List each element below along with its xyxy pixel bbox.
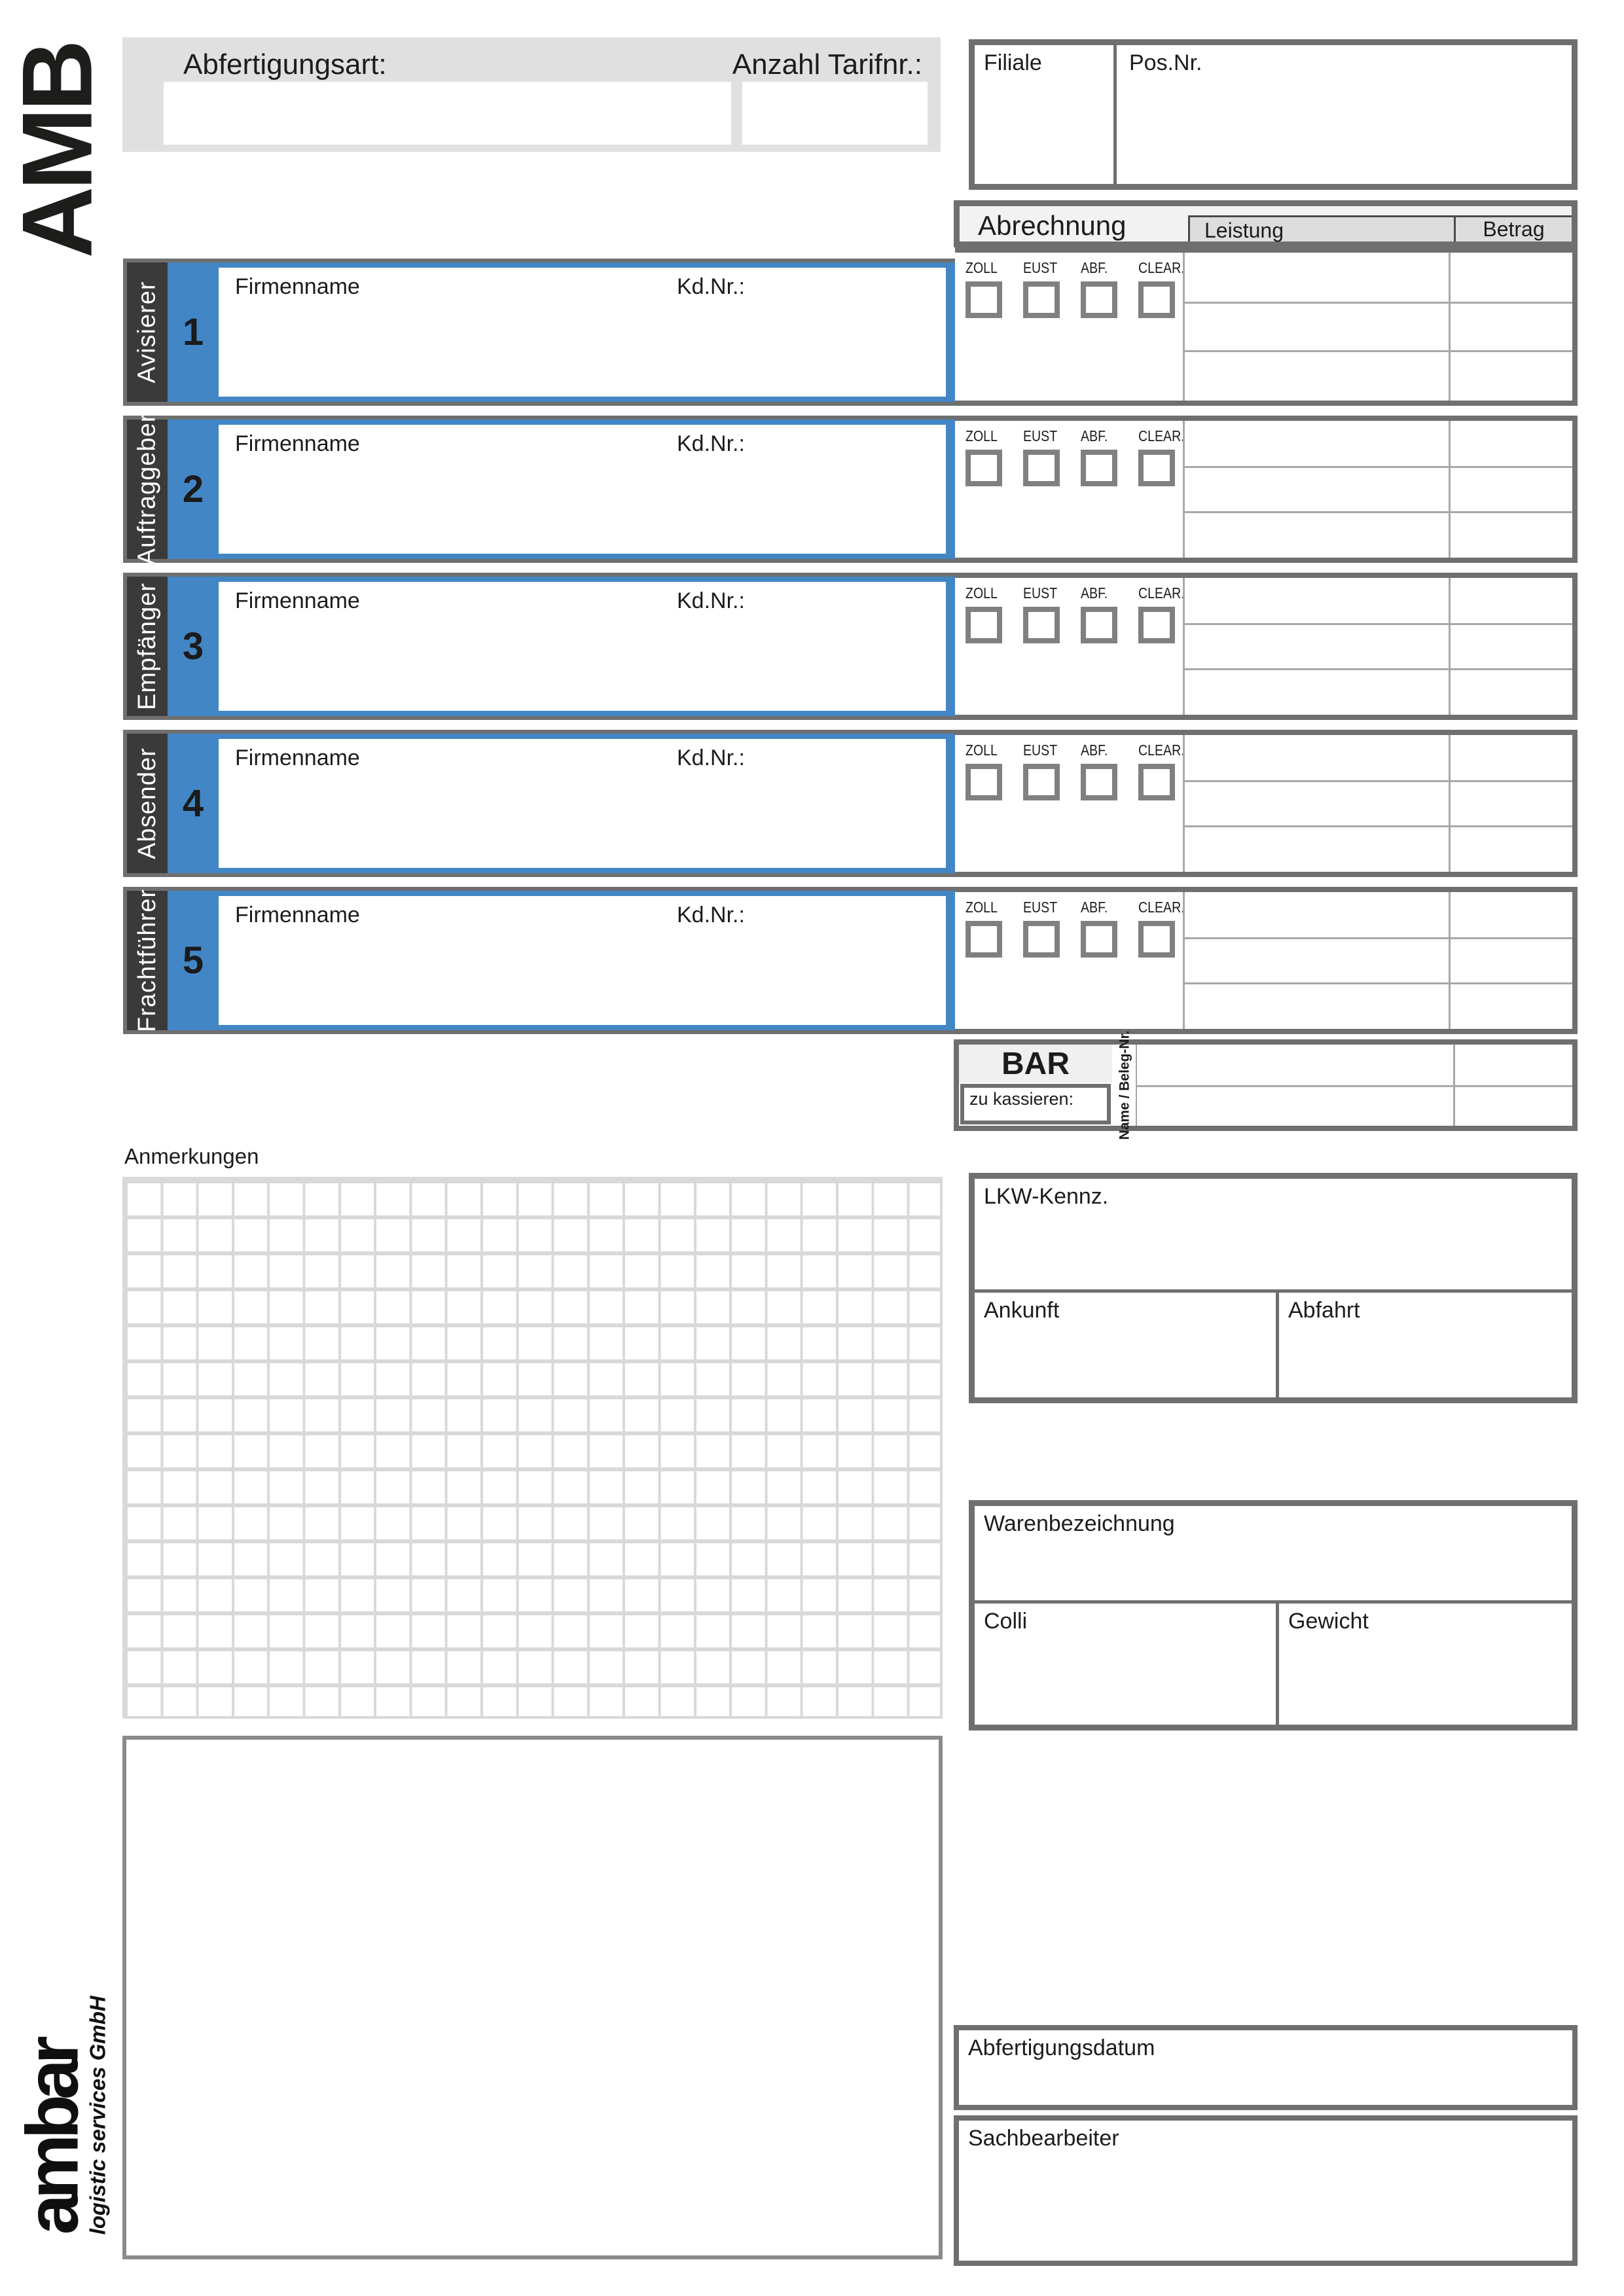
betrag-header-cell xyxy=(1454,217,1572,242)
bar-leistung-betrag-grid[interactable] xyxy=(1136,1045,1572,1126)
divider xyxy=(1449,578,1451,715)
role-strip xyxy=(127,734,168,873)
clear-label: CLEAR. xyxy=(1138,584,1185,601)
party-number: 5 xyxy=(182,939,204,982)
party-input-area[interactable] xyxy=(219,896,946,1025)
eust-checkbox[interactable] xyxy=(1023,450,1060,486)
zoll-label: ZOLL xyxy=(965,899,998,916)
party-block-empfaenger xyxy=(123,573,955,720)
posnr-label: Pos.Nr. xyxy=(1129,50,1202,75)
lkw-kennz-box xyxy=(969,1173,1578,1403)
eust-label: EUST xyxy=(1023,584,1058,601)
divider xyxy=(1185,982,1572,984)
betrag-header: Betrag xyxy=(1483,217,1545,241)
party-block-auftraggeber xyxy=(123,413,955,565)
clear-label: CLEAR. xyxy=(1138,259,1185,276)
leistung-header: Leistung xyxy=(1204,219,1284,242)
clear-checkbox[interactable] xyxy=(1138,764,1175,800)
eust-checkbox[interactable] xyxy=(1023,607,1060,643)
abf-checkbox[interactable] xyxy=(1081,921,1117,958)
divider xyxy=(1185,511,1572,513)
zoll-checkbox[interactable] xyxy=(965,764,1002,800)
party-block-absender xyxy=(123,730,955,877)
divider xyxy=(1453,1045,1455,1126)
zoll-label: ZOLL xyxy=(965,427,998,444)
eust-checkbox[interactable] xyxy=(1023,281,1060,318)
abrechnung-section-4 xyxy=(955,730,1578,877)
abfertigungsart-input[interactable] xyxy=(164,82,731,145)
clear-label: CLEAR. xyxy=(1138,427,1185,444)
kdnr-label: Kd.Nr.: xyxy=(677,431,745,456)
eust-checkbox[interactable] xyxy=(1023,764,1060,800)
clear-checkbox[interactable] xyxy=(1138,607,1175,643)
header-band xyxy=(122,37,941,152)
divider xyxy=(1137,1085,1572,1087)
abfertigungsdatum-box[interactable] xyxy=(954,2025,1578,2110)
colli-gewicht-row xyxy=(975,1600,1572,1725)
firmenname-label: Firmenname xyxy=(235,274,360,299)
firmenname-label: Firmenname xyxy=(235,431,360,456)
eust-label: EUST xyxy=(1023,259,1058,276)
divider xyxy=(1185,668,1572,670)
zoll-checkbox[interactable] xyxy=(965,281,1002,318)
abf-checkbox[interactable] xyxy=(1081,450,1117,486)
divider xyxy=(1449,892,1451,1029)
zoll-checkbox[interactable] xyxy=(965,607,1002,643)
leistung-betrag-grid[interactable] xyxy=(1183,253,1572,401)
party-input-area[interactable] xyxy=(219,268,946,397)
divider xyxy=(1185,825,1572,827)
posnr-input[interactable] xyxy=(1117,84,1572,184)
anzahl-tarifnr-label: Anzahl Tarifnr.: xyxy=(732,48,922,81)
abfahrt-label: Abfahrt xyxy=(1288,1298,1360,1323)
abf-label: ABF. xyxy=(1081,259,1108,276)
abf-label: ABF. xyxy=(1081,899,1108,916)
clear-checkbox[interactable] xyxy=(1138,921,1175,958)
role-label: Empfänger xyxy=(133,583,161,710)
party-number: 1 xyxy=(182,311,204,353)
leistung-betrag-grid[interactable] xyxy=(1183,735,1572,872)
abrechnung-section-3 xyxy=(955,573,1578,720)
abrechnung-title: Abrechnung xyxy=(978,210,1127,241)
eust-label: EUST xyxy=(1023,899,1058,916)
role-label: Absender xyxy=(133,747,161,859)
party-number: 2 xyxy=(182,468,204,511)
lkw-kennz-input[interactable] xyxy=(975,1218,1572,1277)
ambar-logo-name: ambar xyxy=(11,2041,94,2235)
role-strip xyxy=(127,577,168,716)
amb-logo xyxy=(4,17,112,284)
eust-label: EUST xyxy=(1023,427,1058,444)
zu-kassieren-label: zu kassieren: xyxy=(969,1089,1074,1109)
abfertigungsart-label: Abfertigungsart: xyxy=(183,48,387,81)
abrechnung-header xyxy=(954,200,1578,247)
zoll-label: ZOLL xyxy=(965,742,998,759)
leistung-betrag-grid[interactable] xyxy=(1183,421,1572,558)
divider xyxy=(1185,302,1572,304)
clear-label: CLEAR. xyxy=(1138,742,1185,759)
divider xyxy=(1185,350,1572,352)
bar-section xyxy=(954,1030,1578,1140)
warenbezeichnung-input[interactable] xyxy=(975,1545,1572,1598)
role-label: Frachtführer xyxy=(133,889,161,1032)
zoll-checkbox[interactable] xyxy=(965,450,1002,486)
abf-checkbox[interactable] xyxy=(1081,607,1117,643)
role-strip xyxy=(127,413,168,565)
abrechnung-section-1 xyxy=(955,247,1578,406)
zu-kassieren-box[interactable] xyxy=(960,1084,1111,1124)
abf-checkbox[interactable] xyxy=(1081,281,1117,318)
warenbezeichnung-label: Warenbezeichnung xyxy=(984,1511,1175,1536)
kdnr-label: Kd.Nr.: xyxy=(677,274,745,299)
divider xyxy=(1449,253,1451,401)
amb-logo-text: AMB xyxy=(2,43,113,259)
colli-label: Colli xyxy=(984,1609,1028,1634)
gewicht-input[interactable] xyxy=(1279,1643,1572,1725)
party-block-avisierer xyxy=(123,259,955,406)
abf-checkbox[interactable] xyxy=(1081,764,1117,800)
divider xyxy=(1185,937,1572,939)
zoll-label: ZOLL xyxy=(965,584,998,601)
abf-label: ABF. xyxy=(1081,427,1108,444)
sachbearbeiter-label: Sachbearbeiter xyxy=(968,2126,1119,2151)
role-label: Avisierer xyxy=(133,281,161,384)
ankunft-label: Ankunft xyxy=(984,1298,1060,1323)
filiale-input[interactable] xyxy=(975,84,1110,184)
abrechnung-column-headers xyxy=(1188,215,1572,242)
kdnr-label: Kd.Nr.: xyxy=(677,745,745,770)
notes-free-area[interactable] xyxy=(122,1736,943,2259)
divider xyxy=(1185,623,1572,625)
party-input-area[interactable] xyxy=(219,582,946,711)
leistung-betrag-grid[interactable] xyxy=(1183,578,1572,715)
party-number: 3 xyxy=(182,625,204,668)
kdnr-label: Kd.Nr.: xyxy=(677,903,745,927)
ambar-logo-tagline: logistic services GmbH xyxy=(85,1996,110,2235)
abrechnung-section-5 xyxy=(955,887,1578,1034)
ankunft-input[interactable] xyxy=(975,1332,1276,1397)
eust-checkbox[interactable] xyxy=(1023,921,1060,958)
filiale-posnr-box xyxy=(969,39,1578,190)
firmenname-label: Firmenname xyxy=(235,745,360,770)
zoll-checkbox[interactable] xyxy=(965,921,1002,958)
firmenname-label: Firmenname xyxy=(235,903,360,927)
leistung-betrag-grid[interactable] xyxy=(1183,892,1572,1029)
divider xyxy=(1449,735,1451,872)
abf-label: ABF. xyxy=(1081,584,1108,601)
name-beleg-label: Name / Beleg-Nr. xyxy=(1117,1030,1132,1140)
clear-checkbox[interactable] xyxy=(1138,450,1175,486)
warenbezeichnung-box xyxy=(969,1500,1578,1731)
ambar-logo-block xyxy=(11,1996,111,2235)
party-input-area[interactable] xyxy=(219,425,946,554)
sachbearbeiter-box[interactable] xyxy=(954,2115,1578,2266)
abf-label: ABF. xyxy=(1081,742,1108,759)
eust-label: EUST xyxy=(1023,742,1058,759)
role-label: Auftraggeber xyxy=(133,413,161,565)
anmerkungen-label: Anmerkungen xyxy=(124,1144,259,1168)
role-strip xyxy=(127,262,168,402)
gewicht-label: Gewicht xyxy=(1288,1609,1369,1634)
firmenname-label: Firmenname xyxy=(235,588,360,613)
party-input-area[interactable] xyxy=(219,739,946,868)
colli-input[interactable] xyxy=(975,1643,1276,1725)
abrechnung-section-2 xyxy=(955,416,1578,563)
lkw-kennz-label: LKW-Kennz. xyxy=(984,1184,1109,1209)
abfahrt-input[interactable] xyxy=(1279,1332,1572,1397)
kdnr-label: Kd.Nr.: xyxy=(677,588,745,613)
role-strip xyxy=(127,891,168,1030)
anzahl-tarifnr-input[interactable] xyxy=(742,82,928,145)
abfertigungsdatum-label: Abfertigungsdatum xyxy=(968,2036,1155,2060)
party-block-frachtfuehrer xyxy=(123,887,955,1034)
clear-label: CLEAR. xyxy=(1138,899,1185,916)
divider xyxy=(1185,780,1572,782)
filiale-label: Filiale xyxy=(984,50,1042,75)
bar-title: BAR xyxy=(959,1045,1112,1083)
divider xyxy=(1185,466,1572,468)
anmerkungen-grid[interactable] xyxy=(122,1177,943,1719)
party-number: 4 xyxy=(182,782,204,825)
zoll-label: ZOLL xyxy=(965,259,998,276)
clear-checkbox[interactable] xyxy=(1138,281,1175,318)
divider xyxy=(1449,421,1451,558)
ankunft-abfahrt-row xyxy=(975,1289,1572,1397)
name-beleg-strip xyxy=(1113,1030,1136,1140)
ambar-logo xyxy=(9,1992,124,2238)
